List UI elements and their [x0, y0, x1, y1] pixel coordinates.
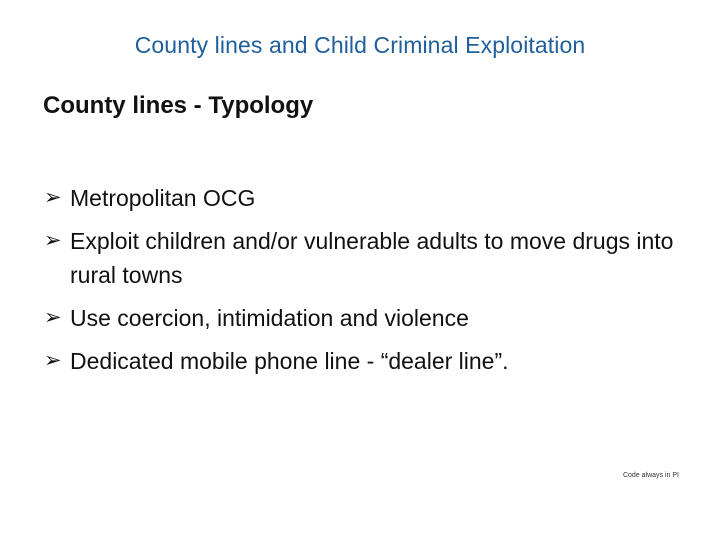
- arrowhead-bullet-icon: ➢: [44, 349, 62, 372]
- slide-subtitle: County lines - Typology: [43, 92, 314, 119]
- bullet-item: [44, 224, 684, 292]
- bullet-item: [44, 301, 684, 335]
- bullet-text: Use coercion, intimidation and violence: [70, 305, 469, 331]
- bullet-item: [44, 344, 684, 378]
- bullet-text: Exploit children and/or vulnerable adults to move drugs into rural towns: [70, 228, 674, 288]
- arrowhead-bullet-icon: ➢: [44, 229, 62, 252]
- arrowhead-bullet-icon: ➢: [44, 306, 62, 329]
- footer-note: Code always in PI: [622, 472, 679, 479]
- bullet-text: Dedicated mobile phone line - “dealer line”.: [70, 348, 509, 374]
- bullet-text: Metropolitan OCG: [70, 185, 256, 211]
- bullet-item: [44, 181, 684, 215]
- arrowhead-bullet-icon: ➢: [44, 186, 62, 209]
- bullet-list: [44, 181, 684, 387]
- slide-title: County lines and Child Criminal Exploitation: [134, 32, 586, 58]
